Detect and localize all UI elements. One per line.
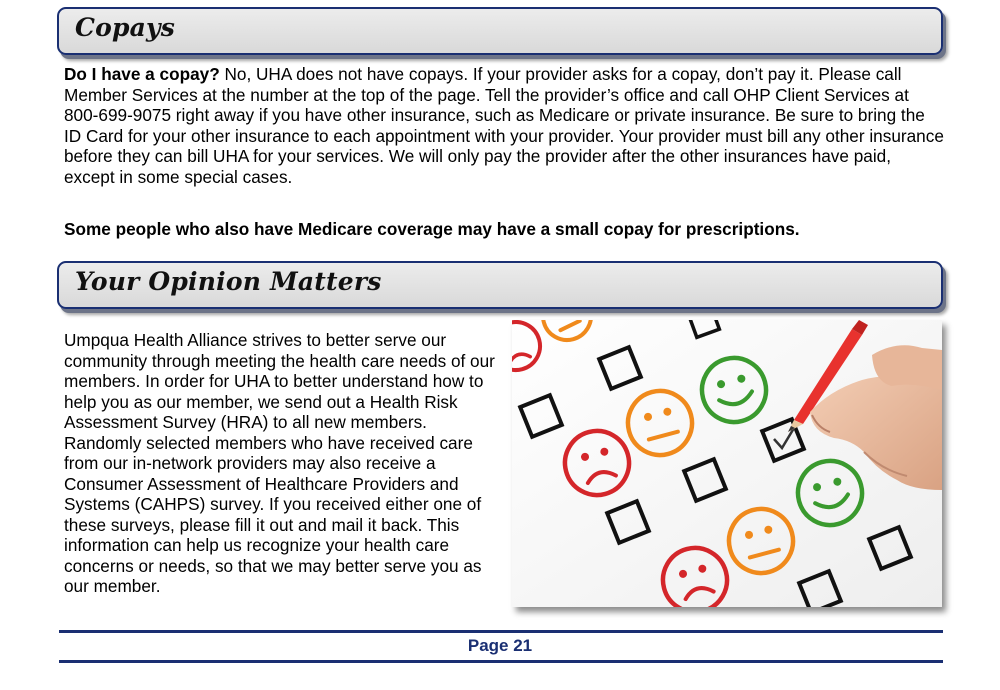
footer-bottom-rule — [59, 660, 943, 663]
copays-heading: Copays — [75, 13, 176, 42]
copays-section-banner — [57, 7, 943, 55]
survey-checklist-image — [512, 320, 942, 607]
page-number: Page 21 — [467, 636, 533, 655]
copay-answer: No, UHA does not have copays. If your provider asks for a copay, don’t pay it. Please call Member Services at the number at the top of the page. Tell the provider’s office and call OHP Client Services at 800-699-9075 right away if you have other insurance, such as Medicare or private insurance. Be sure to bring the ID Card for your other insurance to each appointment with your provider. Your provider must bill any other insurance before they can bill UHA for your services. We will only pay the provider after the other insurances have paid, except in some special cases. — [64, 64, 944, 187]
copay-question: Do I have a copay? — [64, 64, 220, 84]
opinion-paragraph: Umpqua Health Alliance strives to better serve our community through meeting the health care needs of our members. In order for UHA to better understand how to help you as our member, we send out a Health Risk Assessment Survey (HRA) to all new members. Randomly selected members who have received care from our in-network providers may also receive a Consumer Assessment of Healthcare Providers and Systems (CAHPS) survey. If you received either one of these surveys, please fill it out and mail it back. This information can help us recognize your health care concerns or needs, so that we may better serve you as our member. — [64, 330, 495, 596]
copay-paragraph — [64, 64, 944, 187]
footer-top-rule — [59, 630, 943, 633]
medicare-copay-note: Some people who also have Medicare coverage may have a small copay for prescriptions. — [64, 219, 800, 239]
opinion-section-banner — [57, 261, 943, 309]
opinion-heading: Your Opinion Matters — [75, 267, 382, 296]
